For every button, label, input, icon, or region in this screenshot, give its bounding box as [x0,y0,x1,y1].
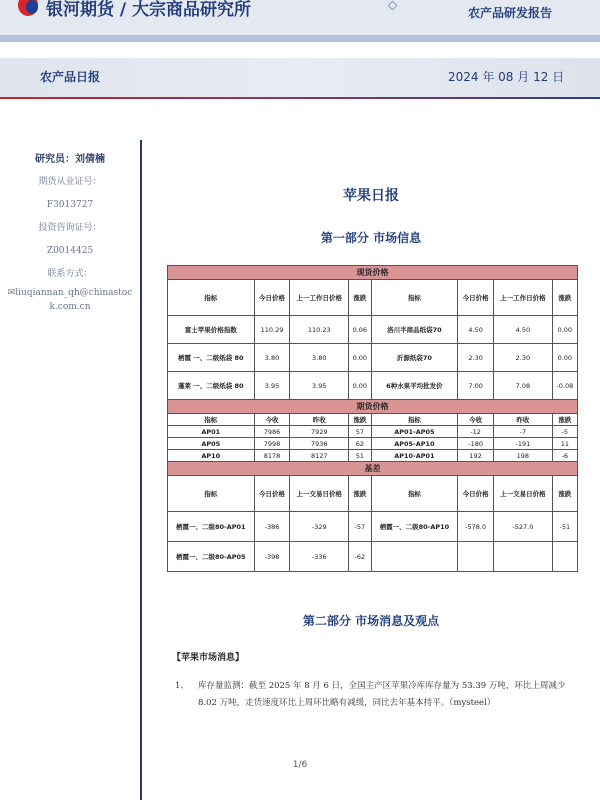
table-cell: -336 [290,542,349,572]
table-cell: -51 [552,512,577,542]
table-cell: 涨跌 [349,280,372,316]
table-cell: 上一交易日价格 [494,476,553,512]
header-row [168,414,578,426]
table-cell: 富士苹果价格指数 [168,316,255,344]
table-cell: 蓬莱 一、二级纸袋 80 [168,372,255,400]
table-cell: -57 [349,512,372,542]
news-text: 库存量监测：截至 2025 年 8 月 6 日，全国主产区苹果冷库库存量为 53.39 万吨，环比上周减少 8.02 万吨，走货速度环比上周环比略有减缓，同比去年基本持平。（mysteel） [198,681,566,708]
table-cell: 上一工作日价格 [494,280,553,316]
table-cell: 涨跌 [552,476,577,512]
table-cell: -329 [290,512,349,542]
table-cell: 昨收 [290,414,349,426]
table-cell: 3.95 [290,372,349,400]
table-row [168,426,578,438]
table-cell: 0.06 [349,316,372,344]
table-cell [371,542,458,572]
table-cell: 110.29 [254,316,290,344]
table-cell: 现货价格 [168,266,578,280]
table-cell: AP01-AP05 [371,426,458,438]
futures-cert: F3013727 [46,200,94,210]
table-cell: 51 [349,450,372,462]
table-cell: -386 [254,512,290,542]
researcher: 研究员：刘倩楠 [35,154,105,165]
table-cell: -398 [254,542,290,572]
table-cell: 涨跌 [552,280,577,316]
page-number: 1/6 [292,760,308,770]
table-cell: 指标 [371,476,458,512]
header-bar [0,0,600,36]
table-cell: 今日价格 [458,476,494,512]
table-cell: 栖霞 一、二级纸袋 80 [168,344,255,372]
table-cell: 指标 [168,476,255,512]
table-cell: -62 [349,542,372,572]
sidebar [0,148,140,314]
section-header [168,400,578,414]
table-cell: 7929 [290,426,349,438]
news-item [175,678,580,712]
table-cell: 涨跌 [349,476,372,512]
header-row [168,280,578,316]
mail-icon: ✉ [7,288,16,298]
logo-icon [18,0,38,16]
table-cell: 今日价格 [458,280,494,316]
page-title: 苹果日报 [343,188,399,204]
table-cell: 今收 [458,414,494,426]
table-cell: 2.30 [458,344,494,372]
diamond-icon [388,1,398,11]
table-cell: 8127 [290,450,349,462]
report-type: 农产品研发报告 [468,6,553,20]
table-cell: 涨跌 [349,414,372,426]
invest-cert: Z0014425 [46,246,94,256]
table-cell: 指标 [168,280,255,316]
contact-label: 联系方式： [47,269,93,279]
table-cell: 0.00 [349,372,372,400]
table-cell: 3.80 [254,344,290,372]
table-cell: 指标 [371,280,458,316]
table-cell: 基差 [168,462,578,476]
table-cell [552,542,577,572]
table-cell: 0.00 [552,344,577,372]
table-cell: 昨收 [494,414,553,426]
table-cell: 上一交易日价格 [290,476,349,512]
table-cell: -6 [552,450,577,462]
market-table [167,265,578,572]
table-row [168,542,578,572]
table-cell [458,542,494,572]
table-cell: 192 [458,450,494,462]
table-cell: 7998 [254,438,290,450]
table-cell: AP10 [168,450,255,462]
table-cell: 指标 [371,414,458,426]
table-cell: 沂源纸袋70 [371,344,458,372]
table-cell: 期货价格 [168,400,578,414]
header-row [168,476,578,512]
section-header [168,266,578,280]
table-cell: 今日价格 [254,476,290,512]
table-cell: -5 [552,426,577,438]
table-cell: 4.50 [458,316,494,344]
table-cell: 7986 [254,426,290,438]
table-cell: AP10-AP01 [371,450,458,462]
email-link[interactable]: liuqiannan_qh@chinastock.com.cn [15,288,133,312]
table-cell: 62 [349,438,372,450]
table-cell: 7936 [290,438,349,450]
table-cell: 洛川半商品纸袋70 [371,316,458,344]
table-cell: 57 [349,426,372,438]
table-cell: 指标 [168,414,255,426]
table-cell: 110.23 [290,316,349,344]
table-row [168,512,578,542]
table-cell: 7.08 [494,372,553,400]
futures-cert-label: 期货从业证号： [38,177,102,187]
table-cell: -191 [494,438,553,450]
table-cell: 11 [552,438,577,450]
table-cell: 3.80 [290,344,349,372]
table-cell: AP05 [168,438,255,450]
table-cell: AP05-AP10 [371,438,458,450]
daily-label: 农产品日报 [40,70,101,84]
table-cell: -180 [458,438,494,450]
table-cell: 栖霞一、二级80-AP10 [371,512,458,542]
table-cell: 栖霞一、二级80-AP01 [168,512,255,542]
table-row [168,372,578,400]
section-header [168,462,578,476]
table-cell: 3.95 [254,372,290,400]
table-cell: 198 [494,450,553,462]
table-cell: 6种水果平均批发价 [371,372,458,400]
news-title: 【苹果市场消息】 [172,653,245,663]
table-cell: -527.0 [494,512,553,542]
table-cell: -7 [494,426,553,438]
table-cell: -578.0 [458,512,494,542]
table-cell [494,542,553,572]
table-cell: -0.08 [552,372,577,400]
part2-heading: 第二部分 市场消息及观点 [302,614,440,628]
table-row [168,438,578,450]
table-cell: 4.50 [494,316,553,344]
table-cell: 2.30 [494,344,553,372]
divider [0,97,600,99]
table-cell: 8178 [254,450,290,462]
invest-cert-label: 投资咨询证号： [38,223,102,233]
report-date: 2024 年 08 月 12 日 [448,70,565,84]
table-cell: 0.00 [349,344,372,372]
header-band [0,35,600,42]
table-row [168,450,578,462]
table-cell: 上一工作日价格 [290,280,349,316]
table-row [168,344,578,372]
table-cell: 0.00 [552,316,577,344]
table-cell: 今收 [254,414,290,426]
part1-heading: 第一部分 市场信息 [320,231,422,245]
table-cell: -12 [458,426,494,438]
table-cell: 7.00 [458,372,494,400]
table-cell: 涨跌 [552,414,577,426]
table-cell: AP01 [168,426,255,438]
table-row [168,316,578,344]
brand: 银河期货 / 大宗商品研究所 [46,0,252,20]
table-cell: 今日价格 [254,280,290,316]
news-number: 1、 [175,681,189,691]
table-cell: 栖霞一、二级80-AP05 [168,542,255,572]
